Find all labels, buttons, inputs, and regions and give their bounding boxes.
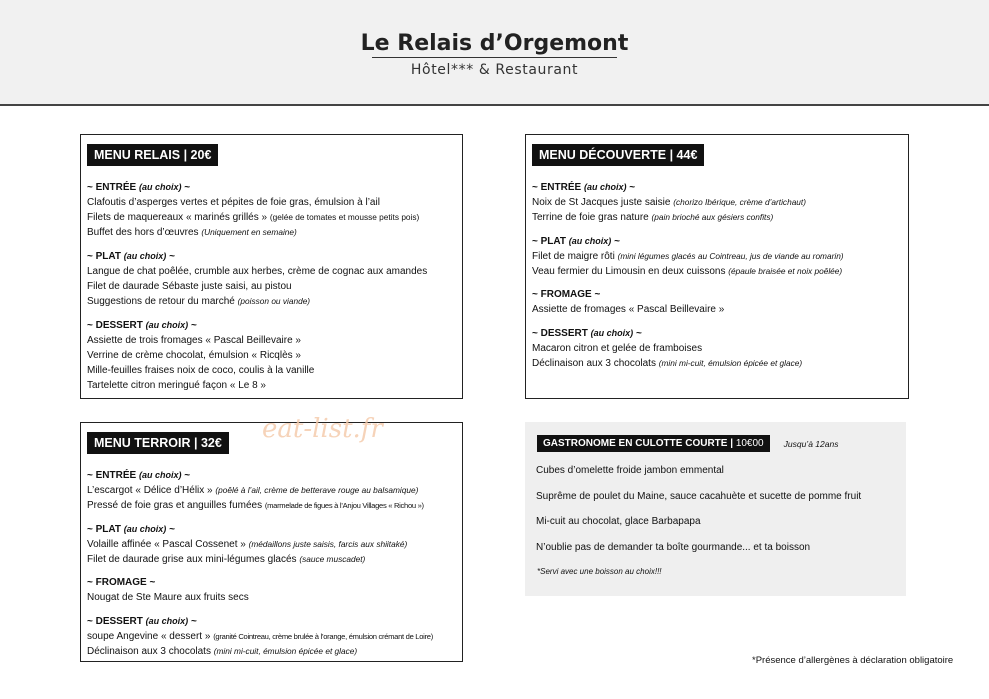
- kids-menu-item: Cubes d’omelette froide jambon emmental: [536, 465, 724, 476]
- kids-menu-age: Jusqu’à 12ans: [783, 438, 839, 449]
- menu-decouverte-title: MENU DÉCOUVERTE | 44€: [532, 144, 704, 166]
- section-title: ~ PLAT (au choix) ~: [532, 236, 620, 247]
- section-title: ~ PLAT (au choix) ~: [87, 251, 175, 262]
- restaurant-name: Le Relais d’Orgemont: [360, 31, 629, 56]
- menu-item: Déclinaison aux 3 chocolats (mini mi-cuit, émulsion épicée et glace): [87, 646, 358, 657]
- kids-menu: [525, 422, 906, 596]
- section-title: ~ DESSERT (au choix) ~: [87, 616, 197, 627]
- section-title: ~ ENTRÉE (au choix) ~: [532, 182, 636, 193]
- menu-terroir-title: MENU TERROIR | 32€: [87, 432, 229, 454]
- section-title: ~ ENTRÉE (au choix) ~: [87, 182, 191, 193]
- menu-item: soupe Angevine « dessert » (granité Cointreau, crème brulée à l’orange, émulsion crémant de Loire): [87, 631, 433, 642]
- section-title: ~ ENTRÉE (au choix) ~: [87, 470, 191, 481]
- menu-item: Déclinaison aux 3 chocolats (mini mi-cuit, émulsion épicée et glace): [532, 358, 803, 369]
- menu-item: Mille-feuilles fraises noix de coco, coulis à la vanille: [87, 365, 315, 376]
- kids-menu-item: Mi-cuit au chocolat, glace Barbapapa: [536, 516, 701, 527]
- menu-item: Filet de maigre rôti (mini légumes glacés au Cointreau, jus de viande au romarin): [532, 251, 844, 262]
- section-title: ~ PLAT (au choix) ~: [87, 524, 175, 535]
- menu-terroir: [80, 422, 463, 662]
- kids-menu-note: *Servi avec une boisson au choix!!!: [537, 567, 662, 576]
- page-header: [0, 0, 989, 106]
- menu-item: Nougat de Ste Maure aux fruits secs: [87, 592, 249, 603]
- kids-menu-title: GASTRONOME EN CULOTTE COURTE | 10€00: [537, 435, 770, 452]
- section-title: ~ DESSERT (au choix) ~: [87, 320, 197, 331]
- menu-item: Pressé de foie gras et anguilles fumées (marmelade de figues à l’Anjou Villages « Richou »): [87, 500, 424, 511]
- menu-relais-title: MENU RELAIS | 20€: [87, 144, 218, 166]
- menu-item: Verrine de crème chocolat, émulsion « Ricqlès »: [87, 350, 301, 361]
- menu-item: L’escargot « Délice d’Hélix » (poêlé à l’ail, crème de betterave rouge au balsamique): [87, 485, 419, 496]
- menu-relais: [80, 134, 463, 399]
- menu-item: Assiette de trois fromages « Pascal Beillevaire »: [87, 335, 301, 346]
- kids-menu-header: [537, 435, 906, 452]
- menu-item: Assiette de fromages « Pascal Beillevaire »: [532, 304, 725, 315]
- menu-item: Noix de St Jacques juste saisie (chorizo Ibérique, crème d’artichaut): [532, 197, 806, 208]
- menu-item: Veau fermier du Limousin en deux cuissons (épaule braisée et noix poêlée): [532, 266, 843, 277]
- kids-menu-item: N’oublie pas de demander ta boîte gourmande... et ta boisson: [536, 542, 811, 553]
- section-title: ~ FROMAGE ~: [532, 289, 601, 300]
- allergen-notice: *Présence d’allergènes à déclaration obligatoire: [752, 655, 954, 666]
- menu-item: Tartelette citron meringué façon « Le 8 »: [87, 380, 266, 391]
- menu-item: Filets de maquereaux « marinés grillés » (gelée de tomates et mousse petits pois): [87, 212, 420, 223]
- kids-menu-item: Suprême de poulet du Maine, sauce cacahuète et sucette de pomme fruit: [536, 491, 862, 502]
- menu-item: Volaille affinée « Pascal Cossenet » (médaillons juste saisis, farcis aux shiitaké): [87, 539, 408, 550]
- section-title: ~ DESSERT (au choix) ~: [532, 328, 642, 339]
- title-underline: [372, 57, 617, 58]
- menu-item: Langue de chat poêlée, crumble aux herbes, crème de cognac aux amandes: [87, 266, 428, 277]
- menu-item: Terrine de foie gras nature (pain brioché aux gésiers confits): [532, 212, 774, 223]
- watermark: eat-list.fr: [262, 414, 383, 444]
- restaurant-subtitle: Hôtel*** & Restaurant: [410, 62, 579, 78]
- section-title: ~ FROMAGE ~: [87, 577, 156, 588]
- menu-decouverte: [525, 134, 909, 399]
- menu-item: Macaron citron et gelée de framboises: [532, 343, 703, 354]
- menu-item: Buffet des hors d’œuvres (Uniquement en semaine): [87, 227, 297, 238]
- menu-item: Clafoutis d’asperges vertes et pépites de foie gras, émulsion à l’ail: [87, 197, 380, 208]
- menu-item: Filet de daurade Sébaste juste saisi, au pistou: [87, 281, 292, 292]
- menu-item: Filet de daurade grise aux mini-légumes glacés (sauce muscadet): [87, 554, 366, 565]
- menu-item: Suggestions de retour du marché (poisson ou viande): [87, 296, 311, 307]
